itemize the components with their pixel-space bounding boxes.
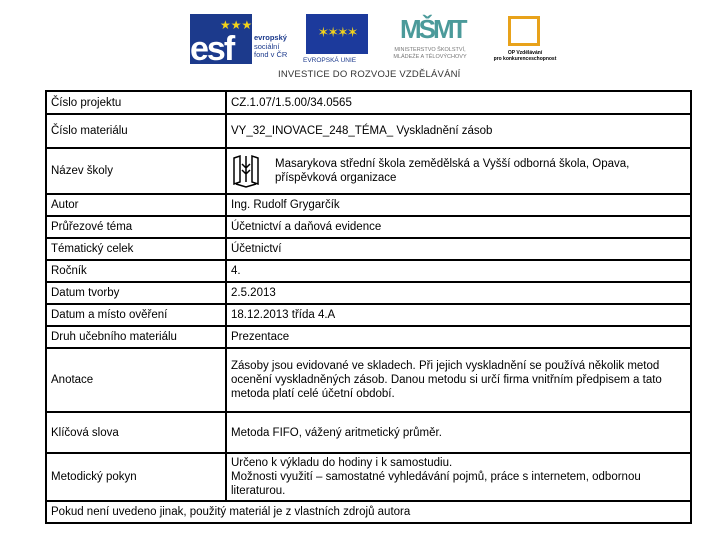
source-note: Pokud není uvedeno jinak, použitý materiál je z vlastních zdrojů autora (46, 501, 691, 523)
msmt-logo: MŠMT (400, 14, 465, 44)
row-label: Datum a místo ověření (46, 304, 226, 326)
row-value: Ing. Rudolf Grygarčík (226, 194, 691, 216)
table-row (46, 453, 691, 501)
row-label: Číslo materiálu (46, 114, 226, 148)
op-label: OP Vzdělávání pro konkurenceschopnost (493, 50, 557, 62)
row-value: Zásoby jsou evidované ve skladech. Při jejich vyskladnění se používá několik metod ocenění vyskladněných zásob. Danou metodu si určí firma vnitřním předpisem a tato metoda platí celé účetní období. (226, 348, 691, 412)
row-label: Autor (46, 194, 226, 216)
table-row (46, 194, 691, 216)
msmt-label: MINISTERSTVO ŠKOLSTVÍ, MLÁDEŽE A TĚLOVÝCHOVY (393, 47, 467, 60)
table-row (46, 282, 691, 304)
table-row (46, 326, 691, 348)
row-value: Účetnictví (226, 238, 691, 260)
table-row (46, 216, 691, 238)
row-value: VY_32_INOVACE_248_TÉMA_ Vyskladnění zásob (226, 114, 691, 148)
eu-flag-logo: ✶✶✶✶ (306, 14, 368, 54)
table-row (46, 148, 691, 194)
eu-label: EVROPSKÁ UNIE (303, 57, 357, 64)
row-label: Název školy (46, 148, 226, 194)
row-label: Druh učebního materiálu (46, 326, 226, 348)
row-label: Anotace (46, 348, 226, 412)
row-label: Datum tvorby (46, 282, 226, 304)
row-value: 18.12.2013 třída 4.A (226, 304, 691, 326)
row-value: Účetnictví a daňová evidence (226, 216, 691, 238)
row-value: Metoda FIFO, vážený aritmetický průměr. (226, 412, 691, 453)
row-value: CZ.1.07/1.5.00/34.0565 (226, 91, 691, 114)
table-row (46, 260, 691, 282)
row-label: Metodický pokyn (46, 453, 226, 501)
table-row (46, 114, 691, 148)
row-label: Tématický celek (46, 238, 226, 260)
esf-logo: esf ★★★ evropský sociální fond v ČR (190, 14, 307, 64)
row-value (226, 148, 691, 194)
row-value: Prezentace (226, 326, 691, 348)
row-label: Klíčová slova (46, 412, 226, 453)
logo-banner (190, 12, 560, 82)
row-value (226, 453, 691, 501)
table-row (46, 412, 691, 453)
school-crest-icon (231, 154, 261, 188)
op-logo (508, 16, 540, 46)
tagline: INVESTICE DO ROZVOJE VZDĚLÁVÁNÍ (278, 69, 461, 80)
row-label: Ročník (46, 260, 226, 282)
row-label: Průřezové téma (46, 216, 226, 238)
school-name: Masarykova střední škola zemědělská a Vyšší odborná škola, Opava, příspěvková organizace (275, 158, 630, 184)
table-row (46, 348, 691, 412)
info-table (45, 90, 692, 524)
footer-row (46, 501, 691, 523)
row-value: 2.5.2013 (226, 282, 691, 304)
method-line-2: Možnosti využití – samostatné vyhledávání pojmů, práce s internetem, odbornou literaturou. (231, 471, 641, 497)
row-value: 4. (226, 260, 691, 282)
method-line-1: Určeno k výkladu do hodiny i k samostudiu. (231, 457, 453, 469)
table-row (46, 91, 691, 114)
row-label: Číslo projektu (46, 91, 226, 114)
table-row (46, 238, 691, 260)
table-row (46, 304, 691, 326)
